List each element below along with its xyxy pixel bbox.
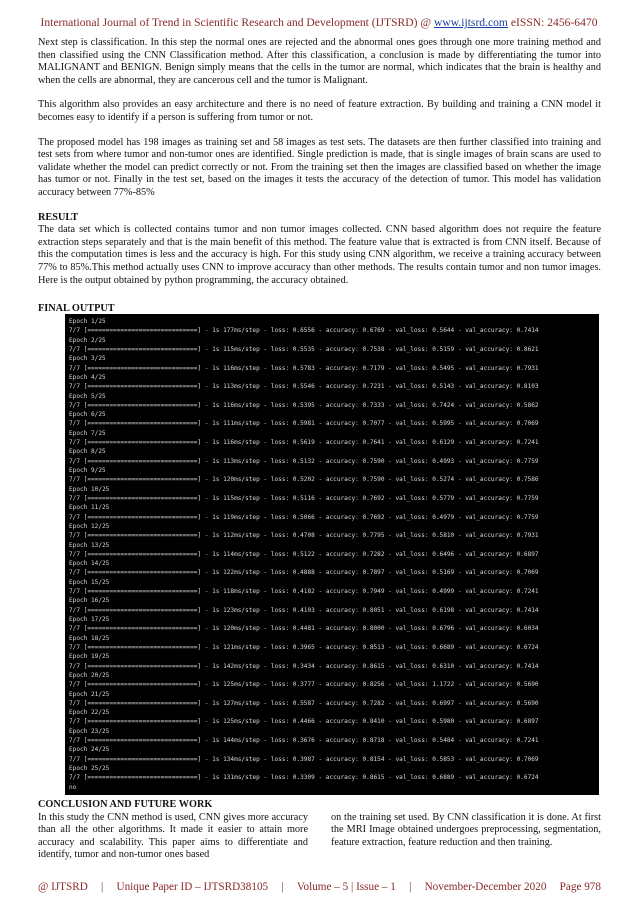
- result-paragraph: The data set which is collected contains tumor and non tumor images collected. CNN based algorithm does not require the feature extraction steps separately and that is the main benefit of this method. The feature value that is extracted is from CNN itself. Because of this the computation times is less and the accuracy is high. For this study using CNN algorithm, we receive a training accuracy between 77% to 85%.This method actually uses CNN to improve accuracy than other methods. The results contain tumor and non tumor images. Here is the output obtained by python programming, the accuracy obtained.: [38, 224, 601, 286]
- conclusion-right-column: on the training set used. By CNN classification it is done. At first the MRI Image obtained undergoes preprocessing, segmentation, feature extraction, feature reduction and then training.: [331, 811, 601, 848]
- footer-paper-id: Unique Paper ID – IJTSRD38105: [116, 881, 269, 893]
- result-heading: RESULT: [38, 211, 79, 223]
- body-text: [38, 37, 601, 287]
- final-output-heading: FINAL OUTPUT: [38, 303, 115, 314]
- training-console-output: [65, 314, 599, 795]
- footer-page-number: Page 978: [559, 881, 601, 893]
- page-footer: [38, 881, 601, 893]
- footer-separator: |: [281, 881, 284, 893]
- header-text: International Journal of Trend in Scientific Research and Development (IJTSRD) @: [40, 16, 434, 29]
- journal-header: [0, 16, 638, 29]
- footer-date: November-December 2020: [424, 881, 547, 893]
- conclusion-left-column: In this study the CNN method is used, CNN gives more accuracy than all the other algorithms. It made it easier to attain more accuracy and scalability. This paper aims to differentiate and identify, tumor and non-tumor ones based: [38, 811, 308, 861]
- console-log-text: Epoch 1/25 7/7 [==============================] - 1s 177ms/step - loss: 0.6556 - accuracy: 0.6769 - val_loss: 0.5644 - val_accuracy: 0.7414 Epoch 2/25 7/7 [==============================] - 1s 115ms/step - loss: 0.5535 - accuracy: 0.7538 - val_loss: 0.5159 - val_accuracy: 0.8621 Epoch 3/25 7/7 [==============================] - 1s 116ms/step - loss: 0.5783 - accuracy: 0.7179 - val_loss: 0.5495 - val_accuracy: 0.7931 Epoch 4/25 7/7 [==============================] - 1s 113ms/step - loss: 0.5546 - accuracy: 0.7231 - val_loss: 0.5143 - val_accuracy: 0.8103 Epoch 5/25 7/7 [==============================] - 1s 116ms/step - loss: 0.5395 - accuracy: 0.7333 - val_loss: 0.7424 - val_accuracy: 0.5862 Epoch 6/25 7/7 [==============================] - 1s 111ms/step - loss: 0.5981 - accuracy: 0.7077 - val_loss: 0.5995 - val_accuracy: 0.7069 Epoch 7/25 7/7 [==============================] - 1s 116ms/step - loss: 0.5619 - accuracy: 0.7641 - val_loss: 0.6129 - val_accuracy: 0.7241 Epoch 8/25 7/7 [==============================] - 1s 113ms/step - loss: 0.5132 - accuracy: 0.7590 - val_loss: 0.4993 - val_accuracy: 0.7759 Epoch 9/25 7/7 [==============================] - 1s 120ms/step - loss: 0.5202 - accuracy: 0.7590 - val_loss: 0.5274 - val_accuracy: 0.7586 Epoch 10/25 7/7 [==============================] - 1s 115ms/step - loss: 0.5116 - accuracy: 0.7692 - val_loss: 0.5779 - val_accuracy: 0.7759 Epoch 11/25 7/7 [==============================] - 1s 119ms/step - loss: 0.5066 - accuracy: 0.7692 - val_loss: 0.4979 - val_accuracy: 0.7759 Epoch 12/25 7/7 [==============================] - 1s 112ms/step - loss: 0.4708 - accuracy: 0.7795 - val_loss: 0.5810 - val_accuracy: 0.7931 Epoch 13/25 7/7 [==============================] - 1s 114ms/step - loss: 0.5122 - accuracy: 0.7282 - val_loss: 0.6496 - val_accuracy: 0.6897 Epoch 14/25 7/7 [==============================] - 1s 122ms/step - loss: 0.4888 - accuracy: 0.7897 - val_loss: 0.5169 - val_accuracy: 0.7069 Epoch 15/25 7/7 [==============================] - 1s 118ms/step - loss: 0.4182 - accuracy: 0.7949 - val_loss: 0.4999 - val_accuracy: 0.7241 Epoch 16/25 7/7 [==============================] - 1s 123ms/step - loss: 0.4103 - accuracy: 0.8051 - val_loss: 0.6198 - val_accuracy: 0.7414 Epoch 17/25 7/7 [==============================] - 1s 120ms/step - loss: 0.4481 - accuracy: 0.8000 - val_loss: 0.6796 - val_accuracy: 0.6034 Epoch 18/25 7/7 [==============================] - 1s 121ms/step - loss: 0.3965 - accuracy: 0.8513 - val_loss: 0.6689 - val_accuracy: 0.6724 Epoch 19/25 7/7 [==============================] - 1s 142ms/step - loss: 0.3434 - accuracy: 0.8615 - val_loss: 0.6310 - val_accuracy: 0.7414 Epoch 20/25 7/7 [==============================] - 1s 125ms/step - loss: 0.3777 - accuracy: 0.8256 - val_loss: 1.1722 - val_accuracy: 0.5690 Epoch 21/25 7/7 [==============================] - 1s 127ms/step - loss: 0.5587 - accuracy: 0.7282 - val_loss: 0.6997 - val_accuracy: 0.5690 Epoch 22/25 7/7 [==============================] - 1s 125ms/step - loss: 0.4466 - accuracy: 0.8410 - val_loss: 0.5980 - val_accuracy: 0.6897 Epoch 23/25 7/7 [==============================] - 1s 144ms/step - loss: 0.3676 - accuracy: 0.8718 - val_loss: 0.5484 - val_accuracy: 0.7241 Epoch 24/25 7/7 [==============================] - 1s 134ms/step - loss: 0.3987 - accuracy: 0.8154 - val_loss: 0.5853 - val_accuracy: 0.7069 Epoch 25/25 7/7 [==============================] - 1s 131ms/step - loss: 0.3309 - accuracy: 0.8615 - val_loss: 0.6889 - val_accuracy: 0.6724 no: [69, 318, 539, 791]
- footer-separator: |: [409, 881, 412, 893]
- footer-journal: @ IJTSRD: [38, 881, 88, 893]
- footer-volume: Volume – 5 | Issue – 1: [296, 881, 396, 893]
- paragraph-architecture: This algorithm also provides an easy architecture and there is no need of feature extraction. By building and training a CNN model it becomes easy to identify if a person is suffering from tumor or not.: [38, 99, 601, 123]
- footer-separator: |: [101, 881, 104, 893]
- conclusion-heading: CONCLUSION AND FUTURE WORK: [38, 799, 213, 810]
- paragraph-classification: Next step is classification. In this step the normal ones are rejected and the abnormal ones goes through one more training method and then classified using the CNN Classification method. After this classification, a conclusion is made by differentiating the tumor into MALIGNANT and BENIGN. Benign simply means that the cells in the tumor are normal, which indicates that the brain is healthy and when the cells are abnormal, they are cancerous cell and the tumor is Malignant.: [38, 37, 601, 86]
- header-issn: eISSN: 2456-6470: [507, 16, 598, 29]
- paragraph-proposed-model: The proposed model has 198 images as training set and 58 images as test sets. The datasets are then further classified into training and test sets from where tumor and non-tumor ones are identified. Single prediction is made, that is single images of brain scans are used to validate whether the model can predict correctly or not. From the training set then the images are classified based on whether the image has tumor or not. Finally in the test set, based on the images it tests the accuracy of the detection of tumor. This model has validation accuracy between 77%-85%: [38, 136, 601, 198]
- conclusion-section: [38, 799, 601, 862]
- journal-link[interactable]: www.ijtsrd.com: [434, 16, 508, 29]
